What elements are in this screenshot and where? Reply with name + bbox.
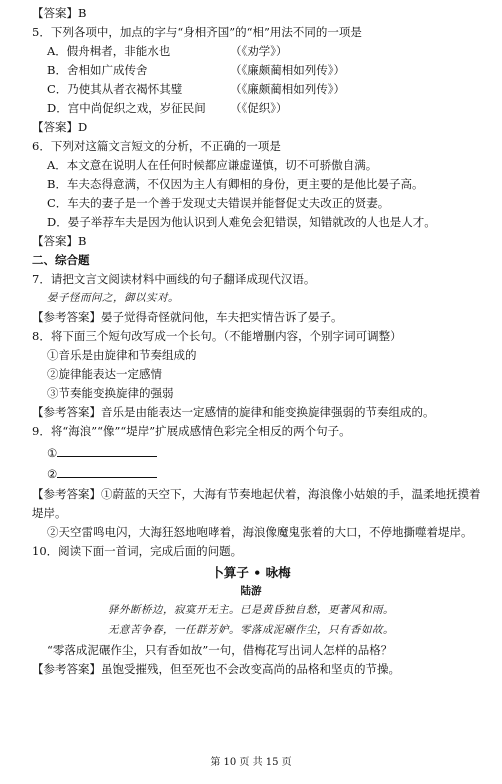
answer-q10: 【参考答案】虽饱受摧残，但至死也不会改变高尚的品格和坚贞的节操。	[32, 662, 400, 676]
q5-option-b-source: （《廉颇蔺相如列传》）	[230, 63, 345, 77]
q8-item-2: ②旋律能表达一定感情	[47, 367, 162, 381]
q5-option-d: D．宫中尚促织之戏，岁征民间	[47, 101, 206, 115]
q8-item-3: ③节奏能变换旋律的强弱	[47, 386, 174, 400]
q9-blank-1-label: ①	[47, 446, 58, 460]
blank-line	[57, 445, 157, 457]
poem-title: 卜算子 • 咏梅	[211, 565, 291, 580]
section-heading: 二、综合题	[32, 253, 90, 267]
question-6: 6．下列对这篇文言短文的分析，不正确的一项是	[32, 139, 281, 153]
q5-option-d-source: （《促织》）	[230, 101, 288, 115]
q5-option-c: C．乃使其从者衣褐怀其璧	[47, 82, 183, 96]
q5-option-a-text: A．假舟楫者，非能水也	[47, 44, 171, 58]
poem-author: 陆游	[240, 585, 262, 597]
answer-q7: 【参考答案】晏子觉得奇怪就问他，车夫把实情告诉了晏子。	[32, 310, 343, 324]
answer-q9-line-1: 【参考答案】①蔚蓝的天空下，大海有节奏地起伏着，海浪像小姑娘的手，温柔地抚摸着	[32, 487, 481, 501]
poem-line-2: 无意苦争春，一任群芳妒。零落成泥碾作尘，只有香如故。	[108, 624, 394, 636]
q5-option-a-source: （《劝学》）	[230, 44, 288, 58]
q5-option-a	[47, 44, 170, 58]
question-7: 7．请把文言文阅读材料中画线的句子翻译成现代汉语。	[32, 272, 316, 286]
blank-line	[57, 466, 157, 478]
q6-option-b: B．车夫态得意满，不仅因为主人有卿相的身份，更主要的是他比晏子高。	[47, 177, 424, 191]
q6-option-c: C．车夫的妻子是一个善于发现丈夫错误并能督促丈夫改正的贤妻。	[47, 196, 390, 210]
q7-sentence: 晏子怪而问之，御以实对。	[47, 292, 179, 304]
answer-q5: 【答案】D	[32, 120, 88, 134]
q6-option-a: A．本文意在说明人在任何时候都应谦虚谨慎，切不可骄傲自满。	[47, 158, 378, 172]
answer-q8: 【参考答案】音乐是由能表达一定感情的旋律和能变换旋律强弱的节奏组成的。	[32, 405, 435, 419]
q5-option-b: B．舍相如广成传舍	[47, 63, 148, 77]
question-5: 5．下列各项中，加点的字与“身相齐国”的“相”用法不同的一项是	[32, 25, 362, 39]
q9-blank-1	[47, 445, 157, 460]
page-footer: 第 10 页 共 15 页	[210, 757, 292, 768]
q6-option-d: D．晏子举荐车夫是因为他认识到人难免会犯错误，知错就改的人也是人才。	[47, 215, 436, 229]
answer-q9-line-1-cont: 堤岸。	[32, 506, 67, 520]
answer-q6: 【答案】B	[32, 234, 87, 248]
q8-item-1: ①音乐是由旋律和节奏组成的	[47, 348, 197, 362]
question-9: 9．将“海浪”“像”“堤岸”扩展成感情色彩完全相反的两个句子。	[32, 424, 351, 438]
q9-blank-2	[47, 466, 157, 481]
answer-q4: 【答案】B	[32, 6, 87, 20]
poem-line-1: 驿外断桥边，寂寞开无主。已是黄昏独自愁，更著风和雨。	[108, 604, 394, 616]
q5-option-c-source: （《廉颇蔺相如列传》）	[230, 82, 345, 96]
answer-q9-line-2: ②天空雷鸣电闪，大海狂怒地咆哮着，海浪像魔鬼张着的大口，不停地撕噬着堤岸。	[47, 525, 473, 539]
question-10: 10．阅读下面一首词，完成后面的问题。	[32, 544, 243, 558]
q10-question: “零落成泥碾作尘，只有香如故”一句，借梅花写出词人怎样的品格？	[47, 643, 393, 657]
question-8: 8．将下面三个短句改写成一个长句。（不能增删内容，个别字词可调整）	[32, 329, 402, 343]
q9-blank-2-label: ②	[47, 467, 58, 481]
